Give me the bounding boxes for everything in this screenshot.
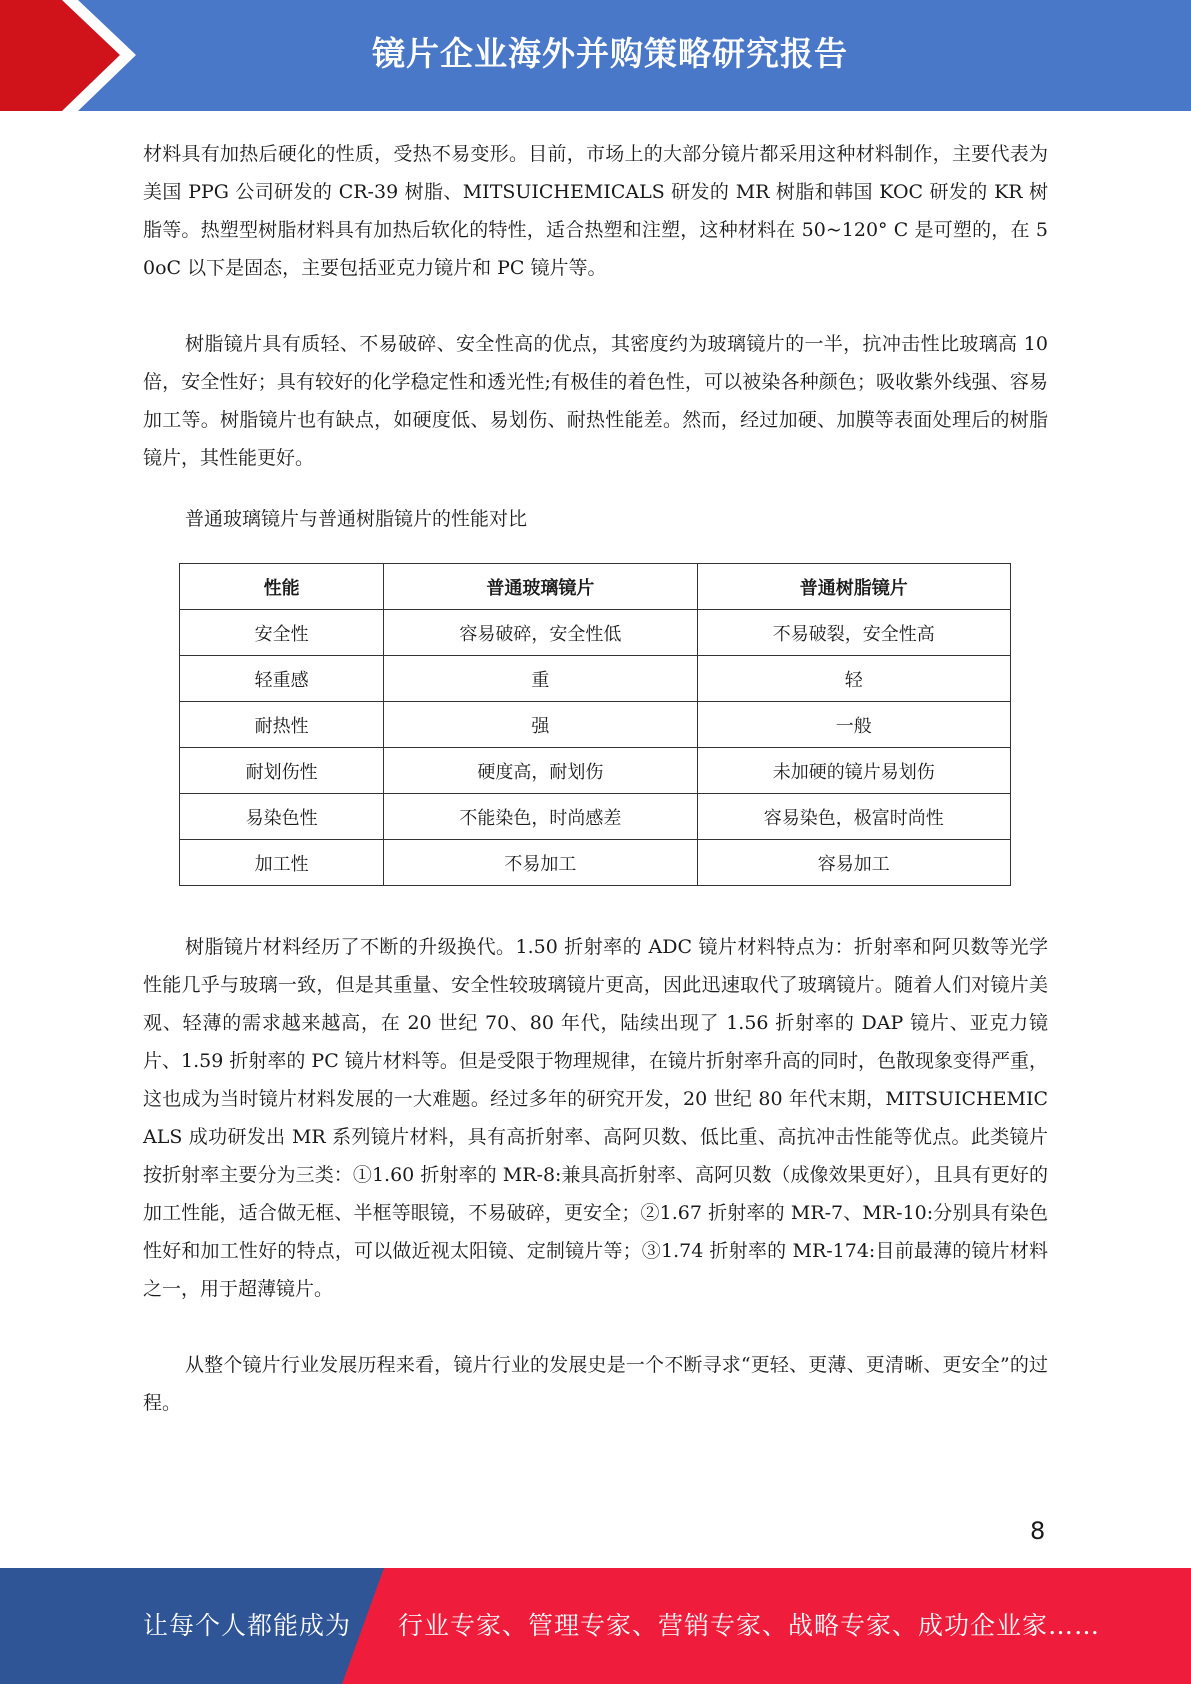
table-header-cell: 普通树脂镜片 — [697, 564, 1010, 610]
table-row — [180, 610, 1011, 656]
table-cell: 加工性 — [180, 840, 384, 886]
table-cell: 容易染色，极富时尚性 — [697, 794, 1010, 840]
table-row — [180, 748, 1011, 794]
paragraph-industry-summary: 从整个镜片行业发展历程来看，镜片行业的发展史是一个不断寻求“更轻、更薄、更清晰、更安全”的过程。 — [143, 1354, 1048, 1414]
table-cell: 耐划伤性 — [180, 748, 384, 794]
table-row — [180, 840, 1011, 886]
table-cell: 一般 — [697, 702, 1010, 748]
table-cell: 强 — [384, 702, 697, 748]
page-number: 8 — [1030, 1517, 1046, 1545]
table-header-row — [180, 564, 1011, 610]
paragraph-material-types: 材料具有加热后硬化的性质，受热不易变形。目前，市场上的大部分镜片都采用这种材料制作，主要代表为美国 PPG 公司研发的 CR-39 树脂、MITSUICHEMICALS 研发的 MR 树脂和韩国 KOC 研发的 KR 树脂等。热塑型树脂材料具有加热后软化的特性，适合热塑和注塑，这种材料在 50~120° C 是可塑的，在 50oC 以下是固态，主要包括亚克力镜片和 PC 镜片等。 — [143, 143, 1048, 279]
performance-comparison-table — [179, 563, 1011, 886]
body-text-lower — [143, 928, 1048, 1422]
table-cell: 安全性 — [180, 610, 384, 656]
table-cell: 重 — [384, 656, 697, 702]
table-row — [180, 702, 1011, 748]
table-cell: 未加硬的镜片易划伤 — [697, 748, 1010, 794]
table-cell: 不易破裂，安全性高 — [697, 610, 1010, 656]
table-row — [180, 656, 1011, 702]
body-text-upper — [143, 135, 1048, 477]
page-footer — [0, 1568, 1191, 1684]
table-cell: 易染色性 — [180, 794, 384, 840]
table-cell: 硬度高，耐划伤 — [384, 748, 697, 794]
table-caption: 普通玻璃镜片与普通树脂镜片的性能对比 — [185, 508, 528, 530]
paragraph-resin-advantages: 树脂镜片具有质轻、不易破碎、安全性高的优点，其密度约为玻璃镜片的一半，抗冲击性比玻璃高 10 倍，安全性好；具有较好的化学稳定性和透光性;有极佳的着色性，可以被染各种颜色；吸收紫外线强、容易加工等。树脂镜片也有缺点，如硬度低、易划伤、耐热性能差。然而，经过加硬、加膜等表面处理后的树脂镜片，其性能更好。 — [143, 333, 1048, 469]
table-cell: 耐热性 — [180, 702, 384, 748]
report-title: 镜片企业海外并购策略研究报告 — [372, 34, 848, 73]
table-row — [180, 794, 1011, 840]
footer-slogan-left: 让每个人都能成为 — [143, 1611, 352, 1640]
table-cell: 不易加工 — [384, 840, 697, 886]
table-cell: 轻重感 — [180, 656, 384, 702]
table-header-cell: 性能 — [180, 564, 384, 610]
header-arrow-accent — [0, 0, 150, 111]
table-cell: 不能染色，时尚感差 — [384, 794, 697, 840]
table-header-cell: 普通玻璃镜片 — [384, 564, 697, 610]
table-cell: 轻 — [697, 656, 1010, 702]
footer-slogan-right: 行业专家、管理专家、营销专家、战略专家、成功企业家…… — [398, 1611, 1101, 1640]
page-header — [0, 0, 1191, 111]
table-cell: 容易破碎，安全性低 — [384, 610, 697, 656]
paragraph-resin-evolution: 树脂镜片材料经历了不断的升级换代。1.50 折射率的 ADC 镜片材料特点为：折射率和阿贝数等光学性能几乎与玻璃一致，但是其重量、安全性较玻璃镜片更高，因此迅速取代了玻璃镜片。随着人们对镜片美观、轻薄的需求越来越高，在 20 世纪 70、80 年代，陆续出现了 1.56 折射率的 DAP 镜片、亚克力镜片、1.59 折射率的 PC 镜片材料等。但是受限于物理规律，在镜片折射率升高的同时，色散现象变得严重，这也成为当时镜片材料发展的一大难题。经过多年的研究开发，20 世纪 80 年代末期，MITSUICHEMICALS 成功研发出 MR 系列镜片材料，具有高折射率、高阿贝数、低比重、高抗冲击性能等优点。此类镜片按折射率主要分为三类：①1.60 折射率的 MR-8:兼具高折射率、高阿贝数（成像效果更好），且具有更好的加工性能，适合做无框、半框等眼镜，不易破碎，更安全；②1.67 折射率的 MR-7、MR-10:分别具有染色性好和加工性好的特点，可以做近视太阳镜、定制镜片等；③1.74 折射率的 MR-174:目前最薄的镜片材料之一，用于超薄镜片。 — [143, 936, 1048, 1300]
table-cell: 容易加工 — [697, 840, 1010, 886]
